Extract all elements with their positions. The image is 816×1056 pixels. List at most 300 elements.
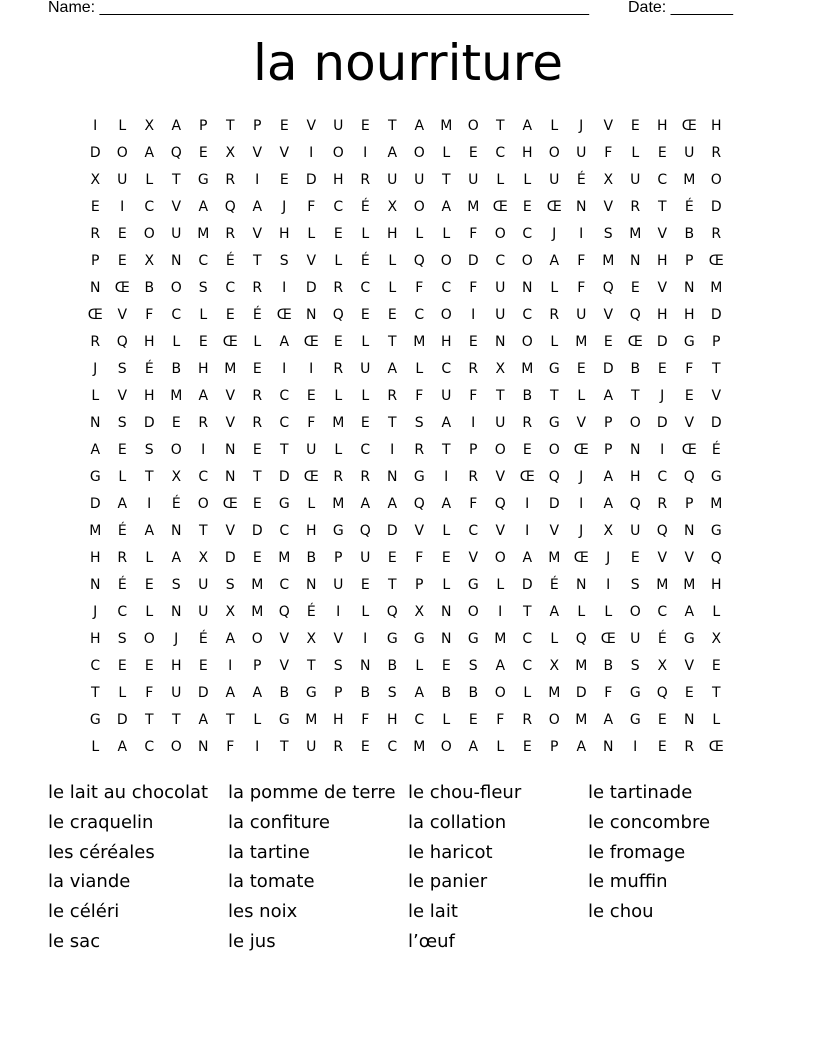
grid-letter: H [656, 117, 669, 134]
grid-letter: M [710, 495, 723, 512]
grid-letter: A [171, 117, 182, 134]
grid-letter: Q [629, 495, 642, 512]
grid-letter: M [575, 657, 588, 674]
grid-letter: A [387, 495, 398, 512]
grid-letter: L [442, 144, 451, 161]
word-bank-item: le jus [228, 930, 276, 952]
grid-letter: L [712, 711, 721, 728]
grid-letter: A [603, 711, 614, 728]
grid-letter: L [307, 495, 316, 512]
grid-letter: F [577, 279, 586, 296]
word-bank-item: le lait [408, 901, 458, 923]
grid-letter: F [469, 279, 478, 296]
grid-letter: D [305, 171, 318, 188]
grid-letter: C [441, 279, 452, 296]
grid-letter: G [332, 522, 345, 539]
word-bank-item: la collation [408, 811, 507, 833]
grid-letter: Œ [573, 441, 590, 458]
grid-letter: T [441, 171, 452, 188]
grid-letter: S [333, 657, 344, 674]
grid-letter: E [684, 387, 695, 404]
grid-letter: B [360, 684, 371, 701]
grid-letter: E [657, 738, 668, 755]
grid-letter: M [197, 225, 210, 242]
grid-letter: A [225, 684, 236, 701]
grid-letter: L [145, 549, 154, 566]
grid-row [82, 139, 730, 166]
grid-letter: A [279, 333, 290, 350]
grid-letter: T [225, 711, 236, 728]
grid-letter: R [333, 738, 344, 755]
grid-letter: I [471, 306, 476, 323]
grid-letter: L [361, 225, 370, 242]
grid-letter: V [711, 387, 722, 404]
grid-letter: V [603, 198, 614, 215]
grid-letter: L [388, 252, 397, 269]
grid-letter: M [602, 252, 615, 269]
grid-letter: U [414, 171, 425, 188]
grid-letter: N [684, 711, 695, 728]
grid-letter: S [603, 225, 614, 242]
grid-letter: G [710, 522, 723, 539]
grid-letter: U [360, 549, 371, 566]
grid-letter: I [228, 657, 233, 674]
grid-letter: Œ [222, 333, 239, 350]
grid-letter: A [144, 144, 155, 161]
grid-letter: P [91, 252, 100, 269]
grid-letter: P [253, 117, 262, 134]
grid-letter: V [684, 414, 695, 431]
grid-letter: E [198, 333, 209, 350]
grid-letter: N [306, 576, 317, 593]
grid-letter: O [440, 738, 453, 755]
grid-letter: T [387, 117, 398, 134]
grid-letter: E [387, 306, 398, 323]
grid-letter: V [306, 117, 317, 134]
grid-letter: G [548, 360, 561, 377]
grid-letter: O [440, 252, 453, 269]
grid-letter: Œ [492, 198, 509, 215]
grid-letter: U [468, 171, 479, 188]
grid-letter: E [144, 576, 155, 593]
grid-letter: E [198, 657, 209, 674]
grid-letter: E [441, 657, 452, 674]
word-bank-item: le lait au chocolat [48, 782, 209, 803]
grid-letter: Q [278, 603, 291, 620]
grid-letter: P [415, 576, 424, 593]
grid-letter: G [413, 630, 426, 647]
grid-letter: Q [710, 549, 723, 566]
grid-letter: Œ [708, 738, 725, 755]
grid-letter: I [201, 441, 206, 458]
grid-letter: É [117, 576, 128, 593]
grid-row [82, 679, 730, 706]
grid-letter: T [711, 360, 722, 377]
grid-letter: H [170, 657, 183, 674]
grid-letter: Q [575, 630, 588, 647]
grid-letter: A [414, 684, 425, 701]
grid-letter: P [685, 252, 694, 269]
grid-letter: L [577, 603, 586, 620]
grid-letter: V [252, 144, 263, 161]
grid-letter: L [442, 522, 451, 539]
grid-letter: M [683, 576, 696, 593]
grid-letter: L [253, 333, 262, 350]
grid-letter: A [495, 657, 506, 674]
grid-letter: V [414, 522, 425, 539]
grid-letter: D [116, 711, 129, 728]
grid-letter: R [333, 279, 344, 296]
grid-letter: I [363, 630, 368, 647]
grid-letter: S [144, 441, 155, 458]
grid-letter: D [656, 414, 669, 431]
grid-letter: T [252, 252, 263, 269]
grid-letter: É [171, 495, 182, 512]
grid-letter: A [225, 630, 236, 647]
grid-letter: S [171, 576, 182, 593]
grid-letter: H [143, 387, 156, 404]
grid-letter: C [657, 603, 668, 620]
word-bank-item: la tartine [228, 841, 310, 863]
grid-letter: Œ [546, 198, 563, 215]
grid-letter: A [603, 387, 614, 404]
grid-letter: N [387, 468, 398, 485]
grid-letter: A [603, 468, 614, 485]
grid-letter: J [606, 549, 611, 566]
grid-letter: C [414, 711, 425, 728]
grid-letter: N [360, 657, 371, 674]
grid-letter: F [469, 495, 478, 512]
grid-letter: I [336, 603, 341, 620]
grid-letter: R [117, 549, 128, 566]
grid-letter: V [252, 225, 263, 242]
grid-row [82, 436, 730, 463]
grid-letter: O [710, 171, 723, 188]
word-bank-item: le concombre [588, 811, 711, 833]
grid-letter: X [549, 657, 560, 674]
grid-letter: X [198, 549, 209, 566]
grid-letter: L [199, 306, 208, 323]
grid-letter: B [279, 684, 290, 701]
grid-letter: L [307, 225, 316, 242]
grid-letter: A [603, 495, 614, 512]
grid-letter: O [413, 144, 426, 161]
grid-letter: L [442, 711, 451, 728]
grid-letter: Œ [114, 279, 131, 296]
grid-letter: Q [386, 603, 399, 620]
grid-letter: R [468, 360, 479, 377]
grid-letter: F [415, 279, 424, 296]
grid-letter: X [225, 603, 236, 620]
grid-letter: U [198, 576, 209, 593]
grid-letter: E [90, 198, 101, 215]
word-search-grid [82, 112, 730, 760]
grid-letter: M [251, 576, 264, 593]
grid-letter: E [360, 117, 371, 134]
grid-letter: X [495, 360, 506, 377]
grid-letter: Q [602, 279, 615, 296]
grid-letter: C [657, 171, 668, 188]
grid-letter: A [198, 198, 209, 215]
grid-letter: N [630, 441, 641, 458]
grid-letter: É [657, 630, 668, 647]
grid-letter: U [198, 603, 209, 620]
grid-letter: H [332, 711, 345, 728]
grid-letter: C [657, 468, 668, 485]
grid-letter: G [413, 468, 426, 485]
grid-row [82, 571, 730, 598]
grid-letter: C [522, 225, 533, 242]
grid-letter: L [712, 603, 721, 620]
grid-letter: S [387, 684, 398, 701]
grid-letter: N [576, 198, 587, 215]
grid-letter: D [656, 333, 669, 350]
grid-letter: P [253, 657, 262, 674]
grid-letter: E [252, 360, 263, 377]
grid-letter: L [361, 387, 370, 404]
grid-letter: F [577, 252, 586, 269]
grid-letter: C [522, 657, 533, 674]
grid-letter: F [604, 684, 613, 701]
grid-letter: I [93, 117, 98, 134]
grid-letter: Œ [708, 252, 725, 269]
grid-letter: R [252, 414, 263, 431]
name-field-label: Name: _______________________________________________________ [48, 0, 589, 16]
word-bank-item: la tomate [228, 871, 315, 893]
grid-letter: C [279, 387, 290, 404]
grid-letter: E [522, 738, 533, 755]
grid-letter: E [630, 549, 641, 566]
grid-letter: V [576, 414, 587, 431]
grid-letter: A [198, 387, 209, 404]
word-bank-item: le craquelin [48, 811, 154, 833]
grid-letter: F [415, 549, 424, 566]
grid-letter: O [251, 630, 264, 647]
grid-letter: N [576, 576, 587, 593]
grid-letter: P [334, 684, 343, 701]
grid-letter: N [441, 630, 452, 647]
grid-letter: M [548, 549, 561, 566]
grid-letter: M [521, 360, 534, 377]
grid-letter: A [414, 117, 425, 134]
grid-letter: X [657, 657, 668, 674]
grid-letter: X [90, 171, 101, 188]
grid-letter: H [710, 576, 723, 593]
grid-letter: O [467, 117, 480, 134]
grid-letter: L [91, 387, 100, 404]
grid-letter: S [117, 414, 128, 431]
grid-letter: N [522, 279, 533, 296]
grid-letter: B [468, 684, 479, 701]
grid-letter: V [279, 657, 290, 674]
grid-letter: R [522, 711, 533, 728]
grid-letter: I [390, 441, 395, 458]
grid-letter: G [386, 630, 399, 647]
grid-row [82, 733, 730, 760]
grid-letter: V [279, 630, 290, 647]
grid-letter: É [252, 306, 263, 323]
grid-letter: C [90, 657, 101, 674]
grid-letter: T [279, 738, 290, 755]
grid-letter: G [683, 333, 696, 350]
grid-letter: N [171, 522, 182, 539]
word-bank-item: la pomme de terre [228, 782, 396, 803]
grid-letter: L [388, 279, 397, 296]
grid-letter: É [360, 198, 371, 215]
grid-letter: A [522, 549, 533, 566]
grid-letter: N [90, 576, 101, 593]
grid-letter: D [89, 495, 102, 512]
grid-letter: D [710, 198, 723, 215]
grid-letter: O [494, 684, 507, 701]
grid-letter: O [143, 225, 156, 242]
grid-letter: Q [224, 198, 237, 215]
grid-letter: N [225, 468, 236, 485]
grid-letter: O [170, 441, 183, 458]
grid-letter: D [224, 549, 237, 566]
grid-letter: D [386, 522, 399, 539]
grid-letter: M [629, 225, 642, 242]
grid-letter: S [468, 657, 479, 674]
grid-letter: R [333, 468, 344, 485]
grid-letter: T [306, 657, 317, 674]
grid-letter: I [282, 279, 287, 296]
word-bank-item: le sac [48, 930, 101, 952]
grid-letter: R [522, 414, 533, 431]
grid-letter: I [444, 468, 449, 485]
grid-letter: O [629, 603, 642, 620]
grid-letter: T [549, 387, 560, 404]
grid-letter: C [360, 441, 371, 458]
grid-letter: L [118, 117, 127, 134]
grid-letter: C [522, 306, 533, 323]
word-bank [48, 778, 768, 957]
grid-letter: I [120, 198, 125, 215]
grid-letter: E [252, 495, 263, 512]
grid-letter: L [361, 603, 370, 620]
grid-letter: D [278, 468, 291, 485]
grid-letter: V [468, 549, 479, 566]
grid-letter: S [630, 657, 641, 674]
grid-letter: É [306, 603, 317, 620]
grid-letter: C [441, 360, 452, 377]
grid-letter: C [279, 522, 290, 539]
grid-letter: J [282, 198, 287, 215]
grid-letter: T [90, 684, 101, 701]
grid-letter: A [441, 198, 452, 215]
grid-letter: L [550, 630, 559, 647]
grid-letter: E [225, 306, 236, 323]
grid-letter: H [656, 252, 669, 269]
grid-letter: V [603, 117, 614, 134]
grid-letter: M [467, 198, 480, 215]
grid-letter: M [332, 495, 345, 512]
grid-letter: Q [656, 684, 669, 701]
grid-letter: U [495, 414, 506, 431]
grid-letter: R [414, 441, 425, 458]
grid-letter: F [361, 711, 370, 728]
grid-letter: A [360, 495, 371, 512]
grid-letter: E [198, 144, 209, 161]
grid-letter: E [657, 360, 668, 377]
grid-letter: P [550, 738, 559, 755]
grid-letter: L [172, 333, 181, 350]
grid-letter: Œ [573, 549, 590, 566]
grid-letter: L [550, 279, 559, 296]
grid-letter: G [467, 630, 480, 647]
grid-letter: I [255, 171, 260, 188]
grid-letter: R [360, 171, 371, 188]
grid-letter: A [198, 711, 209, 728]
grid-letter: T [144, 468, 155, 485]
grid-letter: V [225, 414, 236, 431]
grid-letter: Q [548, 468, 561, 485]
grid-letter: É [198, 630, 209, 647]
grid-letter: Œ [681, 441, 698, 458]
grid-letter: O [440, 306, 453, 323]
grid-row [82, 517, 730, 544]
grid-letter: B [684, 225, 695, 242]
grid-letter: T [171, 711, 182, 728]
grid-letter: U [495, 306, 506, 323]
grid-letter: Œ [303, 333, 320, 350]
grid-letter: T [387, 414, 398, 431]
grid-letter: F [145, 684, 154, 701]
grid-letter: I [309, 360, 314, 377]
grid-letter: V [333, 630, 344, 647]
grid-letter: V [306, 252, 317, 269]
grid-letter: J [93, 603, 98, 620]
grid-letter: E [468, 333, 479, 350]
grid-letter: J [93, 360, 98, 377]
grid-letter: H [710, 117, 723, 134]
grid-letter: R [387, 387, 398, 404]
grid-letter: M [413, 738, 426, 755]
grid-letter: N [171, 252, 182, 269]
grid-letter: V [657, 225, 668, 242]
grid-letter: E [252, 441, 263, 458]
grid-letter: X [225, 144, 236, 161]
grid-letter: E [144, 657, 155, 674]
grid-letter: N [306, 306, 317, 323]
grid-letter: T [198, 522, 209, 539]
grid-letter: U [171, 684, 182, 701]
grid-letter: L [496, 171, 505, 188]
grid-letter: J [552, 225, 557, 242]
grid-letter: O [494, 225, 507, 242]
grid-letter: P [199, 117, 208, 134]
grid-letter: T [657, 198, 668, 215]
grid-letter: N [90, 279, 101, 296]
grid-letter: T [144, 711, 155, 728]
grid-letter: I [147, 495, 152, 512]
grid-letter: D [710, 306, 723, 323]
grid-letter: E [171, 414, 182, 431]
grid-letter: F [469, 225, 478, 242]
grid-letter: O [143, 630, 156, 647]
grid-letter: Q [629, 306, 642, 323]
grid-letter: P [685, 495, 694, 512]
grid-letter: C [360, 279, 371, 296]
grid-letter: A [684, 603, 695, 620]
grid-letter: G [305, 684, 318, 701]
grid-letter: L [91, 738, 100, 755]
grid-letter: I [525, 522, 530, 539]
grid-letter: I [471, 414, 476, 431]
grid-letter: L [496, 576, 505, 593]
grid-letter: R [90, 333, 101, 350]
grid-letter: Œ [87, 306, 104, 323]
